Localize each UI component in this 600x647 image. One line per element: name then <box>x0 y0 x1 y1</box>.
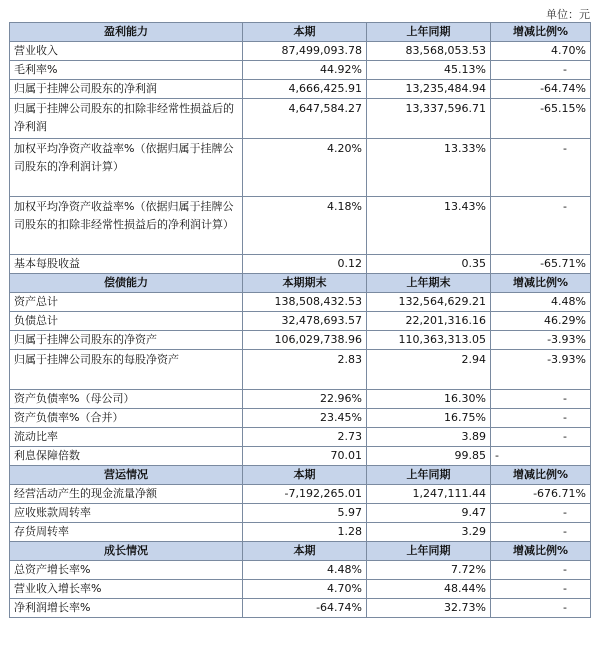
prior-value: 0.35 <box>367 255 491 274</box>
current-value: 22.96% <box>243 390 367 409</box>
financial-indicators-table <box>9 22 591 618</box>
row-label: 资产负债率%（合并） <box>10 409 243 428</box>
change-value: -676.71% <box>491 485 591 504</box>
prior-value: 110,363,313.05 <box>367 331 491 350</box>
row-label: 资产负债率%（母公司） <box>10 390 243 409</box>
section-header-solvency <box>10 274 591 293</box>
row-label: 经营活动产生的现金流量净额 <box>10 485 243 504</box>
row-label: 净利润增长率% <box>10 599 243 618</box>
row-label: 毛利率% <box>10 61 243 80</box>
header-cell: 增减比例% <box>491 23 591 42</box>
header-cell: 本期期末 <box>243 274 367 293</box>
current-value: 4,647,584.27 <box>243 99 367 139</box>
table-row <box>10 409 591 428</box>
change-value: -3.93% <box>491 350 591 390</box>
header-cell: 营运情况 <box>10 466 243 485</box>
row-label: 负债总计 <box>10 312 243 331</box>
table-row <box>10 350 591 390</box>
table-row <box>10 447 591 466</box>
row-label: 营业收入增长率% <box>10 580 243 599</box>
header-cell: 本期 <box>243 542 367 561</box>
header-cell: 增减比例% <box>491 274 591 293</box>
table-row <box>10 197 591 255</box>
row-label: 应收账款周转率 <box>10 504 243 523</box>
section-header-growth <box>10 542 591 561</box>
prior-value: 3.89 <box>367 428 491 447</box>
current-value: 87,499,093.78 <box>243 42 367 61</box>
table-row <box>10 42 591 61</box>
current-value: 0.12 <box>243 255 367 274</box>
row-label: 营业收入 <box>10 42 243 61</box>
prior-value: 48.44% <box>367 580 491 599</box>
change-value: - <box>491 523 591 542</box>
row-label: 归属于挂牌公司股东的净资产 <box>10 331 243 350</box>
prior-value: 32.73% <box>367 599 491 618</box>
current-value: 2.73 <box>243 428 367 447</box>
change-value: - <box>491 561 591 580</box>
change-value: -65.15% <box>491 99 591 139</box>
row-label: 基本每股收益 <box>10 255 243 274</box>
change-value: - <box>491 197 591 255</box>
prior-value: 7.72% <box>367 561 491 580</box>
header-cell: 上年同期 <box>367 466 491 485</box>
change-value: - <box>491 61 591 80</box>
prior-value: 13,235,484.94 <box>367 80 491 99</box>
current-value: 4,666,425.91 <box>243 80 367 99</box>
prior-value: 2.94 <box>367 350 491 390</box>
row-label: 加权平均净资产收益率%（依据归属于挂牌公司股东的净利润计算） <box>10 139 243 197</box>
table-row <box>10 390 591 409</box>
header-cell: 盈利能力 <box>10 23 243 42</box>
prior-value: 1,247,111.44 <box>367 485 491 504</box>
row-label: 归属于挂牌公司股东的扣除非经常性损益后的净利润 <box>10 99 243 139</box>
table-row <box>10 61 591 80</box>
table-row <box>10 99 591 139</box>
prior-value: 45.13% <box>367 61 491 80</box>
prior-value: 16.75% <box>367 409 491 428</box>
change-value: - <box>491 447 591 466</box>
table-row <box>10 139 591 197</box>
table-row <box>10 580 591 599</box>
change-value: - <box>491 428 591 447</box>
current-value: 70.01 <box>243 447 367 466</box>
current-value: 4.70% <box>243 580 367 599</box>
table-row <box>10 255 591 274</box>
change-value: -64.74% <box>491 80 591 99</box>
change-value: - <box>491 139 591 197</box>
header-cell: 偿债能力 <box>10 274 243 293</box>
change-value: 46.29% <box>491 312 591 331</box>
table-row <box>10 599 591 618</box>
table-row <box>10 80 591 99</box>
current-value: 4.18% <box>243 197 367 255</box>
change-value: - <box>491 504 591 523</box>
current-value: 4.20% <box>243 139 367 197</box>
current-value: 32,478,693.57 <box>243 312 367 331</box>
change-value: -3.93% <box>491 331 591 350</box>
change-value: - <box>491 580 591 599</box>
row-label: 利息保障倍数 <box>10 447 243 466</box>
current-value: -7,192,265.01 <box>243 485 367 504</box>
header-cell: 上年同期 <box>367 542 491 561</box>
row-label: 资产总计 <box>10 293 243 312</box>
current-value: 2.83 <box>243 350 367 390</box>
header-cell: 增减比例% <box>491 466 591 485</box>
current-value: 23.45% <box>243 409 367 428</box>
row-label: 流动比率 <box>10 428 243 447</box>
change-value: 4.70% <box>491 42 591 61</box>
prior-value: 16.30% <box>367 390 491 409</box>
header-cell: 上年期末 <box>367 274 491 293</box>
change-value: -65.71% <box>491 255 591 274</box>
prior-value: 13,337,596.71 <box>367 99 491 139</box>
current-value: 44.92% <box>243 61 367 80</box>
change-value: - <box>491 390 591 409</box>
change-value: - <box>491 599 591 618</box>
current-value: 5.97 <box>243 504 367 523</box>
row-label: 归属于挂牌公司股东的净利润 <box>10 80 243 99</box>
header-cell: 上年同期 <box>367 23 491 42</box>
current-value: 106,029,738.96 <box>243 331 367 350</box>
table-row <box>10 485 591 504</box>
prior-value: 132,564,629.21 <box>367 293 491 312</box>
row-label: 总资产增长率% <box>10 561 243 580</box>
header-cell: 本期 <box>243 23 367 42</box>
prior-value: 83,568,053.53 <box>367 42 491 61</box>
table-row <box>10 331 591 350</box>
row-label: 归属于挂牌公司股东的每股净资产 <box>10 350 243 390</box>
section-header-profitability <box>10 23 591 42</box>
header-cell: 增减比例% <box>491 542 591 561</box>
prior-value: 99.85 <box>367 447 491 466</box>
table-row <box>10 293 591 312</box>
header-cell: 成长情况 <box>10 542 243 561</box>
table-row <box>10 428 591 447</box>
prior-value: 3.29 <box>367 523 491 542</box>
change-value: 4.48% <box>491 293 591 312</box>
prior-value: 13.43% <box>367 197 491 255</box>
current-value: 4.48% <box>243 561 367 580</box>
current-value: 138,508,432.53 <box>243 293 367 312</box>
table-row <box>10 312 591 331</box>
row-label: 存货周转率 <box>10 523 243 542</box>
change-value: - <box>491 409 591 428</box>
unit-label: 单位：元 <box>546 8 590 21</box>
prior-value: 22,201,316.16 <box>367 312 491 331</box>
row-label: 加权平均净资产收益率%（依据归属于挂牌公司股东的扣除非经常性损益后的净利润计算） <box>10 197 243 255</box>
current-value: 1.28 <box>243 523 367 542</box>
prior-value: 13.33% <box>367 139 491 197</box>
prior-value: 9.47 <box>367 504 491 523</box>
current-value: -64.74% <box>243 599 367 618</box>
section-header-operations <box>10 466 591 485</box>
table-row <box>10 561 591 580</box>
header-cell: 本期 <box>243 466 367 485</box>
table-row <box>10 523 591 542</box>
table-row <box>10 504 591 523</box>
